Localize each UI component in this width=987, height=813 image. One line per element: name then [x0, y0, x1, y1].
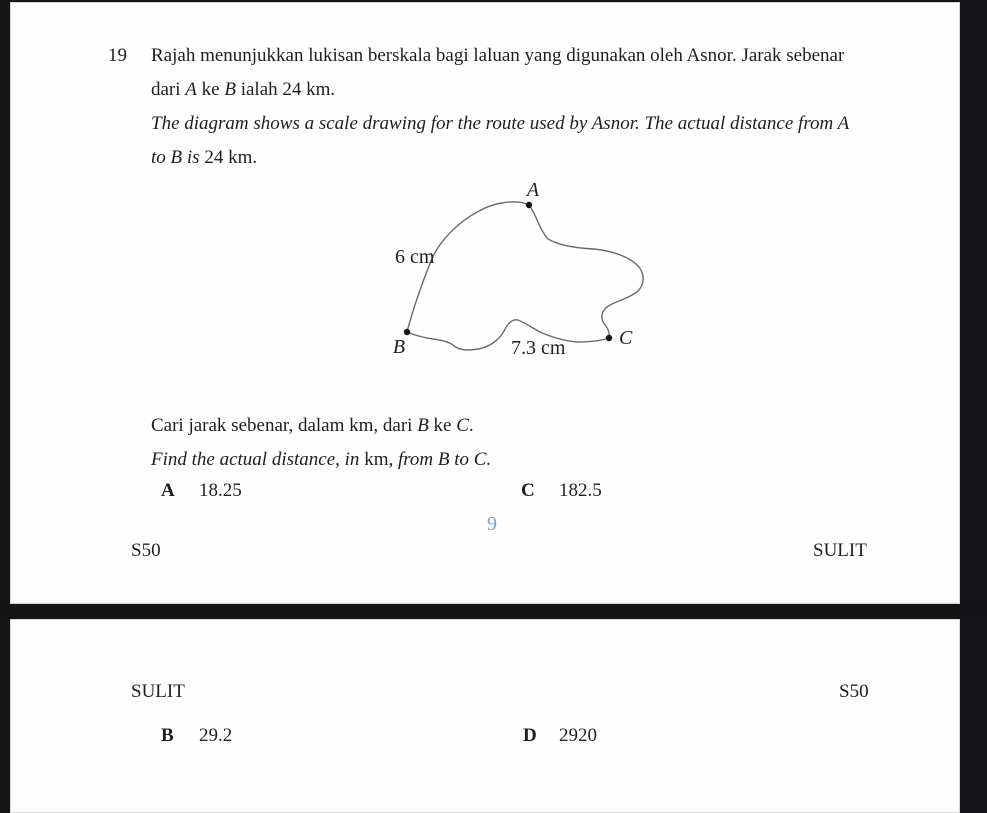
question-text-malay-line1: Rajah menunjukkan lukisan berskala bagi laluan yang digunakan oleh Asnor. Jarak sebenar [151, 45, 845, 66]
page-number: 9 [487, 513, 497, 535]
english-line2-seg: to B is [151, 147, 205, 168]
english-line2-seg: 24 km. [204, 147, 258, 168]
option-a-value: 18.25 [199, 480, 242, 501]
point-a-dot [526, 202, 532, 208]
question-text-malay-line2 [151, 78, 335, 102]
option-d-letter: D [523, 725, 537, 746]
route-diagram [381, 171, 671, 371]
point-c-label: C [619, 327, 633, 349]
point-a-ref: A [185, 79, 197, 100]
option-b-letter: B [161, 725, 174, 746]
point-c-dot [606, 335, 612, 341]
task-text-english [151, 448, 491, 472]
point-c-ref: C [456, 415, 469, 436]
sulit-marking-left: SULIT [131, 681, 185, 702]
question-number: 19 [108, 45, 127, 66]
paper-code-right: S50 [839, 681, 869, 702]
question-text-english-line1: The diagram shows a scale drawing for the route used by Asnor. The actual distance from A [151, 113, 850, 134]
task-malay-seg: . [468, 415, 474, 436]
malay-line2-seg: ke [196, 79, 225, 100]
option-b-value: 29.2 [199, 725, 233, 746]
exam-page-9 [10, 2, 960, 604]
task-malay-seg: Cari jarak sebenar, dalam km, dari [151, 415, 418, 436]
task-english-seg: km [364, 449, 389, 470]
option-a-letter: A [161, 480, 175, 501]
task-malay-seg: ke [428, 415, 457, 436]
exam-page-next [10, 619, 960, 813]
paper-code-left: S50 [131, 540, 161, 561]
option-d-value: 2920 [559, 725, 597, 746]
task-english-seg: Find the actual distance, in [151, 449, 365, 470]
point-a-label: A [526, 179, 540, 201]
point-b-dot [404, 329, 410, 335]
point-b-label: B [392, 336, 406, 358]
sulit-marking-right: SULIT [813, 540, 867, 561]
option-c-value: 182.5 [559, 480, 602, 501]
question-text-english-line2 [151, 146, 257, 170]
page-gap-divider [0, 604, 987, 619]
route-outline [407, 202, 643, 350]
malay-line2-seg: ialah 24 km. [235, 79, 336, 100]
task-english-seg: , from B to C. [388, 449, 492, 470]
point-b-ref: B [224, 79, 236, 100]
length-ab-label: 6 cm [395, 246, 435, 268]
malay-line2-seg: dari [151, 79, 186, 100]
task-text-malay [151, 414, 474, 438]
length-bc-label: 7.3 cm [511, 337, 566, 359]
option-c-letter: C [521, 480, 535, 501]
point-b-ref: B [417, 415, 429, 436]
